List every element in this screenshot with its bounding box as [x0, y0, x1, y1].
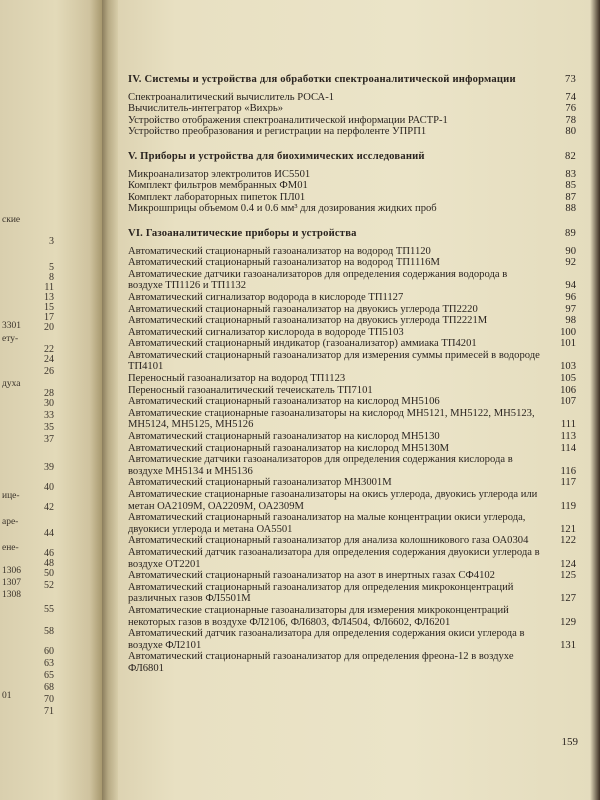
toc-entry [128, 546, 576, 570]
left-page-number: 39 [44, 462, 54, 473]
toc-entry-page: 119 [560, 500, 576, 512]
toc-entry-page: 85 [565, 180, 576, 192]
left-fragment: ские [2, 215, 21, 225]
page-edge-shadow [590, 0, 600, 800]
left-page-number: 71 [44, 706, 54, 717]
toc-entry [128, 114, 576, 127]
toc-entry-page: 100 [560, 326, 576, 338]
toc-entry-text: Автоматический сигнализатор кислорода в водороде ТП5103 [128, 326, 404, 338]
left-fragment: духа [2, 379, 21, 389]
left-page-number: 26 [44, 366, 54, 377]
toc-entry-page: 90 [565, 245, 576, 257]
toc-entry-page: 74 [565, 91, 576, 103]
left-page-number: 46 [44, 548, 54, 559]
left-page-number: 42 [44, 502, 54, 513]
toc-entry [128, 168, 576, 181]
toc-entry-text: Автоматический стационарный газоанализатор на кислород МН5106 [128, 396, 440, 408]
section-title [128, 150, 576, 163]
section-page-number: 89 [565, 227, 576, 239]
toc-entry [128, 268, 576, 292]
toc-entry [128, 291, 576, 304]
left-page-number: 15 [44, 302, 54, 313]
left-page-number: 5 [49, 262, 54, 273]
toc-entry-page: 92 [565, 257, 576, 269]
left-page-number: 52 [44, 580, 54, 591]
toc-entry [128, 326, 576, 339]
left-page-number: 40 [44, 482, 54, 493]
left-page-number: 68 [44, 682, 54, 693]
toc-entry-page: 97 [565, 303, 576, 315]
left-page-number: 50 [44, 568, 54, 579]
toc-entry [128, 203, 576, 215]
toc-entry [128, 581, 576, 605]
left-page-number: 35 [44, 422, 54, 433]
toc-entry [128, 407, 576, 431]
toc-entry [128, 512, 576, 535]
toc-entry-text: Автоматический датчик газоанализатора для определения содержания окиси углерода в воздухе ФЛ2101 [128, 628, 525, 651]
toc-entry [128, 477, 576, 489]
left-page-number: 24 [44, 354, 54, 365]
left-page-number: 63 [44, 658, 54, 669]
toc-entry [128, 191, 576, 204]
left-page-number: 44 [44, 528, 54, 539]
toc-entry-page: 127 [560, 593, 576, 605]
toc-entry-page: 114 [560, 442, 576, 454]
section-gap [128, 215, 544, 222]
toc-entry-page: 113 [560, 431, 576, 443]
toc-entry-page: 101 [560, 338, 576, 350]
toc-entry-text: Автоматический стационарный газоанализатор МН3001М [128, 477, 392, 489]
left-page-number: 55 [44, 604, 54, 615]
toc-entry [128, 245, 576, 258]
section-title-text: IV. Системы и устройства для обработки спектроаналитической информации [128, 74, 516, 85]
toc-entry-page: 83 [565, 168, 576, 180]
toc-entry [128, 431, 576, 443]
left-page-number: 70 [44, 694, 54, 705]
toc-entry-page: 117 [560, 477, 576, 489]
left-page-number: 58 [44, 626, 54, 637]
toc-entry-text: Комплект лабораторных пипеток ПЛ01 [128, 191, 306, 203]
toc-entry-text: Автоматический датчик газоанализатора для определения содержания двуокиси углерода в воздухе ОТ2201 [128, 546, 540, 570]
section-page-number: 73 [565, 74, 576, 85]
toc-entry-page: 103 [560, 361, 576, 373]
left-page-number: 33 [44, 410, 54, 421]
toc-entry [128, 570, 576, 582]
toc-entry [128, 454, 576, 477]
left-page-number: 8 [49, 272, 54, 283]
toc-entry-page: 111 [560, 419, 576, 431]
left-page-number: 65 [44, 670, 54, 681]
toc-entry-page: 98 [565, 315, 576, 327]
section-page-number: 82 [565, 150, 576, 162]
left-page-number: 48 [44, 558, 54, 569]
toc-entry [128, 91, 576, 104]
left-page-number: 17 [44, 312, 54, 323]
toc-entry-text: Вычислитель-интегратор «Вихрь» [128, 103, 284, 115]
section-gap [128, 138, 544, 145]
left-fragment: ене- [2, 543, 19, 553]
toc-entry-page: 116 [560, 465, 576, 477]
toc-entry [128, 651, 544, 674]
toc-entry-text: Автоматический стационарный газоанализатор для определения микроконцентраций различных газов ФЛ5501М [128, 581, 514, 605]
toc-entry [128, 373, 576, 385]
toc-entry-text: Переносный газоанализатор на водород ТП1123 [128, 373, 346, 385]
left-page-number: 13 [44, 292, 54, 303]
section-title-text: V. Приборы и устройства для биохимических исследований [128, 150, 425, 162]
left-page-number: 60 [44, 646, 54, 657]
left-page-number: 28 [44, 388, 54, 399]
toc-entry-page: 80 [565, 126, 576, 138]
toc-entry [128, 442, 576, 455]
toc-entry-text: Устройство преобразования и регистрации на перфоленте УПРП1 [128, 126, 427, 138]
toc-entry-text: Автоматический стационарный газоанализатор для определения фреона-12 в воздухе ФЛ6801 [128, 651, 514, 674]
toc-entry-text: Автоматический сигнализатор водорода в кислороде ТП1127 [128, 291, 404, 303]
left-fragment: 01 [2, 691, 12, 701]
toc-entry-text: Микроанализатор электролитов ИС5501 [128, 168, 311, 180]
toc-entry-page: 107 [560, 396, 576, 408]
toc-entry-text: Автоматический стационарный газоанализатор на кислород МН5130М [128, 442, 450, 454]
toc-entry [128, 628, 576, 651]
toc-entry [128, 535, 576, 547]
toc-entry-page: 78 [565, 114, 576, 126]
toc-entry-text: Автоматические стационарные газоанализаторы на кислород МН5121, МН5122, МН5123, МН5124, МН5125, МН5126 [128, 407, 535, 431]
toc-entry-text: Автоматический стационарный газоанализатор для анализа колошникового газа ОА0304 [128, 535, 529, 547]
toc-entry [128, 489, 576, 512]
toc-entry [128, 126, 576, 138]
toc-entry [128, 349, 576, 373]
toc-entry-text: Автоматические стационарные газоанализаторы на окись углерода, двуокись углерода или метан ОА2109М, ОА2209М, ОА2309М [128, 489, 538, 512]
toc-entry-text: Автоматический стационарный газоанализатор на малые концентрации окиси углерода, двуокиси углерода и метана ОА5501 [128, 512, 526, 535]
toc-entry [128, 338, 576, 350]
toc-entry-page: 94 [565, 280, 576, 292]
toc-entry-text: Автоматический стационарный индикатор (газоанализатор) аммиака ТП4201 [128, 338, 477, 350]
left-fragment: ету- [2, 334, 19, 344]
left-fragment: 1308 [2, 590, 21, 600]
toc-entry [128, 257, 576, 269]
toc-entry [128, 303, 576, 316]
toc-entry-text: Автоматические стационарные газоанализаторы для измерения микроконцентраций некоторых газов в воздухе ФЛ2106, ФЛ6803, ФЛ4504, ФЛ6602, ФЛ6201 [128, 604, 509, 628]
left-fragment: аре- [2, 517, 19, 527]
left-fragment: 1307 [2, 578, 21, 588]
toc-entry [128, 396, 576, 408]
toc-entry-page: 129 [560, 616, 576, 628]
toc-entry-page: 87 [565, 191, 576, 203]
toc-entry-page: 122 [560, 535, 576, 547]
toc-entry [128, 103, 576, 115]
left-page-number: 3 [49, 236, 54, 247]
section-title-text: VI. Газоаналитические приборы и устройства [128, 227, 357, 239]
toc-entry-page: 125 [560, 570, 576, 582]
left-fragment: 1306 [2, 566, 21, 576]
section-title [128, 74, 576, 86]
toc-entry-text: Автоматические датчики газоанализаторов для определения содержания водорода в воздухе ТП1126 и ТП1132 [128, 268, 508, 292]
toc-entry-page: 105 [560, 373, 576, 385]
page-number: 159 [561, 736, 578, 748]
left-page-number: 20 [44, 322, 54, 333]
toc-entry-text: Автоматический стационарный газоанализатор на водород ТП1116М [128, 257, 440, 269]
left-page-number: 37 [44, 434, 54, 445]
toc-entry-text: Автоматический стационарный газоанализатор на водород ТП1120 [128, 245, 431, 257]
section-title [128, 227, 576, 240]
left-page-number: 30 [44, 398, 54, 409]
toc-entry-text: Автоматический стационарный газоанализатор на кислород МН5130 [128, 431, 440, 443]
toc-entry [128, 604, 576, 628]
book-gutter [102, 0, 118, 800]
left-page-number: 22 [44, 344, 54, 355]
toc-entry-text: Автоматический стационарный газоанализатор на двуокись углерода ТП2221М [128, 315, 488, 327]
toc-entry [128, 315, 576, 327]
toc-entry-page: 124 [560, 558, 576, 570]
toc-entry-page: 106 [560, 384, 576, 396]
toc-entry-text: Автоматический стационарный газоанализатор на двуокись углерода ТП2220 [128, 303, 478, 315]
toc-entry-text: Микрошприцы объемом 0.4 и 0.6 мм³ для дозирования жидких проб [128, 203, 437, 215]
toc-entry-text: Автоматический стационарный газоанализатор на азот в инертных газах СФ4102 [128, 570, 495, 582]
toc-entry-text: Устройство отображения спектроаналитической информации РАСТР-1 [128, 114, 448, 126]
toc-entry-page: 76 [565, 103, 576, 115]
toc-entry-text: Автоматические датчики газоанализаторов для определения содержания кислорода в воздухе МН5134 и МН5136 [128, 454, 513, 477]
left-fragment: 3301 [2, 321, 21, 331]
left-page [0, 0, 102, 800]
left-page-number: 11 [44, 282, 54, 293]
toc-entry-page: 88 [565, 203, 576, 215]
toc-entry [128, 180, 576, 192]
toc-entry-page: 96 [565, 291, 576, 303]
toc-entry-text: Автоматический стационарный газоанализатор для измерения суммы примесей в водороде ТП4101 [128, 349, 540, 373]
toc-entry-text: Переносный газоаналитический течеискатель ТП7101 [128, 384, 373, 396]
left-fragment: ице- [2, 491, 20, 501]
right-page [118, 0, 600, 800]
table-of-contents [128, 68, 576, 675]
toc-entry-page: 131 [560, 639, 576, 651]
toc-entry [128, 384, 576, 397]
toc-entry-text: Спектроаналитический вычислитель РОСА-1 [128, 91, 335, 103]
toc-entry-text: Комплект фильтров мембранных ФМ01 [128, 180, 308, 192]
toc-entry-page: 121 [560, 523, 576, 535]
